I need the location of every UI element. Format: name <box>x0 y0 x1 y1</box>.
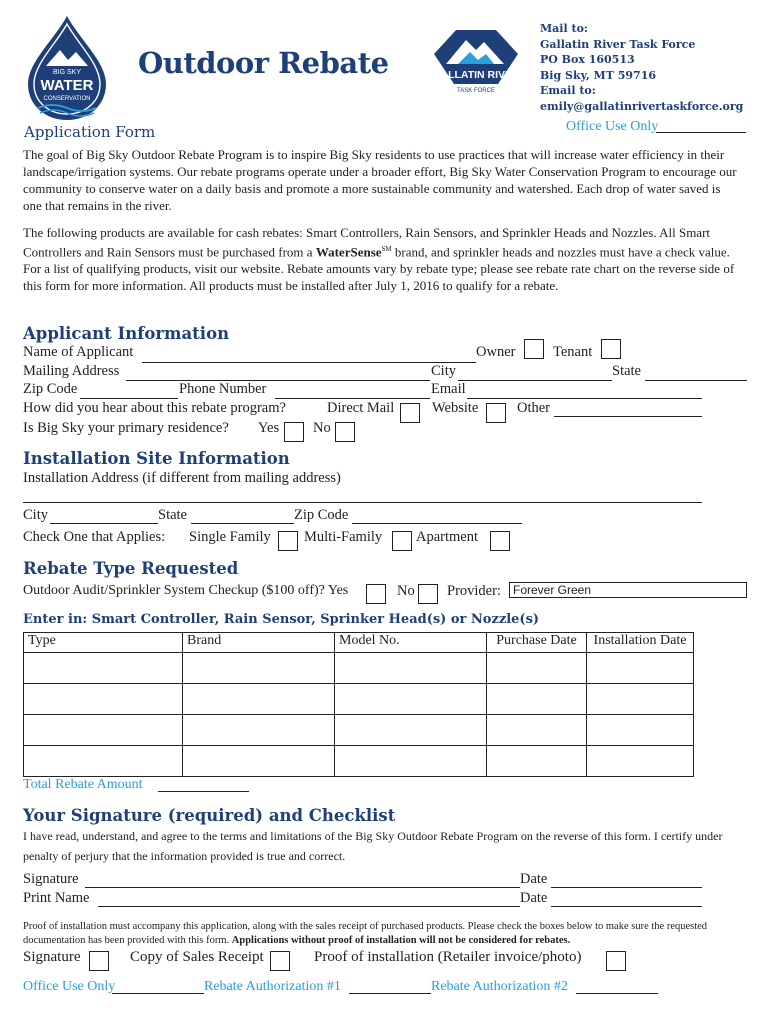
auth1-field[interactable] <box>349 993 431 994</box>
tenant-label: Tenant <box>553 344 593 360</box>
table-cell[interactable] <box>587 746 694 777</box>
checklist-signature-checkbox[interactable] <box>89 951 109 971</box>
water-logo-line2: WATER <box>40 77 94 94</box>
city-field[interactable] <box>458 380 612 381</box>
applicant-name-label: Name of Applicant <box>23 344 134 360</box>
website-label: Website <box>432 400 479 416</box>
mailing-address-field[interactable] <box>126 380 430 381</box>
signature-date-label: Date <box>520 871 548 887</box>
page-title: Outdoor Rebate <box>138 46 389 80</box>
table-cell[interactable] <box>335 746 487 777</box>
table-cell[interactable] <box>487 715 587 746</box>
email-to-label: Email to: <box>540 84 596 97</box>
water-conservation-logo <box>24 14 110 122</box>
table-cell[interactable] <box>335 715 487 746</box>
col-model: Model No. <box>335 633 487 653</box>
site-state-label: State <box>158 507 187 523</box>
primary-yes-label: Yes <box>258 420 280 436</box>
audit-no-label: No <box>397 583 415 599</box>
table-cell[interactable] <box>24 715 183 746</box>
col-purchase-date: Purchase Date <box>487 633 587 653</box>
site-zip-field[interactable] <box>352 523 522 524</box>
applicant-name-field[interactable] <box>142 362 476 363</box>
print-date-label: Date <box>520 890 548 906</box>
intro-paragraph-2 <box>23 224 745 294</box>
table-cell[interactable] <box>587 715 694 746</box>
rebate-heading: Rebate Type Requested <box>23 559 239 578</box>
mail-to-block <box>540 21 743 114</box>
auth2-label: Rebate Authorization #2 <box>431 979 568 994</box>
signature-field[interactable] <box>85 887 520 888</box>
table-cell[interactable] <box>587 653 694 684</box>
print-name-label: Print Name <box>23 890 90 906</box>
provider-label: Provider: <box>447 583 501 599</box>
intro-p2-b: brand, and sprinkler heads and nozzles must have a check value. For a list of qualifying products, visit our website. Rebate amounts vary by rebate type; please see rebate rate chart on the reverse side of this form for more information. All products must be installed after July 1, 2016 to qualify for a rebate. <box>23 244 735 294</box>
table-row[interactable] <box>24 653 694 684</box>
intro-p2-a: The following products are available for cash rebates: Smart Controllers, Rain Sensors, and Sprinkler Heads and Nozzles. All Smart Controllers and Rain Sensors must be purchased from a <box>23 225 711 260</box>
proof-text: Proof of installation must accompany this application, along with the sales receipt of purchased products. Please check the boxes below to make sure the requested documentation has been provided with this form. <box>23 921 708 946</box>
enter-in-label: Enter in: Smart Controller, Rain Sensor, Sprinker Head(s) or Nozzle(s) <box>23 612 540 627</box>
print-name-field[interactable] <box>98 906 520 907</box>
zip-label: Zip Code <box>23 381 78 397</box>
state-field[interactable] <box>645 380 747 381</box>
apartment-label: Apartment <box>416 529 479 545</box>
table-cell[interactable] <box>335 653 487 684</box>
zip-field[interactable] <box>80 398 178 399</box>
site-zip-label: Zip Code <box>294 507 349 523</box>
multi-family-checkbox[interactable] <box>392 531 412 551</box>
state-label: State <box>612 363 641 379</box>
phone-field[interactable] <box>275 398 430 399</box>
rebate-products-table <box>23 632 694 777</box>
primary-no-checkbox[interactable] <box>335 422 355 442</box>
agree-statement: I have read, understand, and agree to the terms and limitations of the Big Sky Outdoor Rebate Program on the reverse of this form. I certify under penalty of perjury that the information provided is true and correct. <box>23 829 723 863</box>
applicant-heading: Applicant Information <box>23 324 230 343</box>
install-address-label: Installation Address (if different from mailing address) <box>23 470 341 486</box>
col-brand: Brand <box>183 633 335 653</box>
audit-no-checkbox[interactable] <box>418 584 438 604</box>
table-cell[interactable] <box>183 715 335 746</box>
table-cell[interactable] <box>487 746 587 777</box>
table-cell[interactable] <box>487 653 587 684</box>
mail-to-label: Mail to: <box>540 22 588 35</box>
mail-email: emily@gallatinrivertaskforce.org <box>540 99 744 113</box>
checklist-signature-label: Signature <box>23 949 81 965</box>
total-rebate-label: Total Rebate Amount <box>23 777 143 792</box>
table-row[interactable] <box>24 684 694 715</box>
mail-pobox: PO Box 160513 <box>540 53 635 66</box>
col-type: Type <box>24 633 183 653</box>
watersense-sup: SM <box>381 245 392 253</box>
gallatin-logo-line2: TASK FORCE <box>457 88 495 94</box>
form-subtitle: Application Form <box>24 123 156 141</box>
office-use-line-top[interactable] <box>656 132 746 133</box>
checklist-receipt-label: Copy of Sales Receipt <box>130 949 264 965</box>
single-family-checkbox[interactable] <box>278 531 298 551</box>
total-rebate-field[interactable] <box>158 791 249 792</box>
intro-paragraph-1: The goal of Big Sky Outdoor Rebate Program is to inspire Big Sky residents to use practices that will increase water efficiency in their landscape/irrigation systems. Our rebate programs operate under a broader effort, Big Sky Water Conservation Program to encourage our community to conserve water on a daily basis and promote a more sustainable community and watershed. Each drop of water saved is one that remains in the river. <box>23 147 737 213</box>
site-city-label: City <box>23 507 48 523</box>
checklist-proof-label: Proof of installation (Retailer invoice/photo) <box>314 949 582 965</box>
provider-input[interactable]: Forever Green <box>509 582 747 598</box>
site-state-field[interactable] <box>191 523 294 524</box>
other-label: Other <box>517 400 551 416</box>
table-cell[interactable] <box>487 684 587 715</box>
table-row[interactable] <box>24 746 694 777</box>
watersense-brand: WaterSense <box>315 244 382 260</box>
site-heading: Installation Site Information <box>23 449 290 468</box>
other-field[interactable] <box>554 416 702 417</box>
hear-label: How did you hear about this rebate program? <box>23 400 286 416</box>
website-checkbox[interactable] <box>486 403 506 423</box>
apartment-checkbox[interactable] <box>490 531 510 551</box>
table-cell[interactable] <box>24 746 183 777</box>
mailing-address-label: Mailing Address <box>23 363 120 379</box>
print-date-field[interactable] <box>551 906 702 907</box>
table-cell[interactable] <box>24 684 183 715</box>
primary-yes-checkbox[interactable] <box>284 422 304 442</box>
auth2-field[interactable] <box>576 993 658 994</box>
direct-mail-label: Direct Mail <box>327 400 395 416</box>
primary-residence-label: Is Big Sky your primary residence? <box>23 420 229 436</box>
audit-label: Outdoor Audit/Sprinkler System Checkup ($100 off)? Yes <box>23 583 349 598</box>
office-use-label-bottom: Office Use Only <box>23 979 116 994</box>
multi-family-label: Multi-Family <box>304 529 383 545</box>
table-header-row <box>24 633 694 653</box>
table-cell[interactable] <box>587 684 694 715</box>
table-row[interactable] <box>24 715 694 746</box>
tenant-checkbox[interactable] <box>601 339 621 359</box>
city-label: City <box>431 363 456 379</box>
site-city-field[interactable] <box>50 523 158 524</box>
office-use-label-top: Office Use Only <box>566 119 659 134</box>
col-install-date: Installation Date <box>587 633 694 653</box>
mail-org: Gallatin River Task Force <box>540 37 696 51</box>
proof-warning: Applications without proof of installation will not be considered for rebates. <box>231 935 571 946</box>
water-logo-line3: CONSERVATION <box>43 96 91 102</box>
single-family-label: Single Family <box>189 529 271 545</box>
mail-city: Big Sky, MT 59716 <box>540 68 657 82</box>
signature-label: Signature <box>23 871 79 887</box>
gallatin-logo-line1: GALLATIN RIVER <box>432 69 520 81</box>
table-cell[interactable] <box>24 653 183 684</box>
water-logo-line1: BIG SKY <box>52 69 82 76</box>
owner-label: Owner <box>476 344 516 360</box>
signature-date-field[interactable] <box>551 887 702 888</box>
direct-mail-checkbox[interactable] <box>400 403 420 423</box>
check-one-label: Check One that Applies: <box>23 529 166 545</box>
office-use-line-bottom[interactable] <box>112 993 204 994</box>
email-field[interactable] <box>467 398 702 399</box>
install-address-field[interactable] <box>23 502 702 503</box>
email-label: Email <box>431 381 466 397</box>
phone-label: Phone Number <box>179 381 267 397</box>
proof-statement <box>23 920 745 948</box>
signature-heading: Your Signature (required) and Checklist <box>23 806 396 825</box>
auth1-label: Rebate Authorization #1 <box>204 979 341 994</box>
table-cell[interactable] <box>183 653 335 684</box>
table-cell[interactable] <box>335 684 487 715</box>
owner-checkbox[interactable] <box>524 339 544 359</box>
checklist-receipt-checkbox[interactable] <box>270 951 290 971</box>
primary-no-label: No <box>313 420 331 436</box>
gallatin-river-logo <box>428 20 524 100</box>
audit-yes-checkbox[interactable] <box>366 584 386 604</box>
table-cell[interactable] <box>183 684 335 715</box>
table-cell[interactable] <box>183 746 335 777</box>
checklist-proof-checkbox[interactable] <box>606 951 626 971</box>
